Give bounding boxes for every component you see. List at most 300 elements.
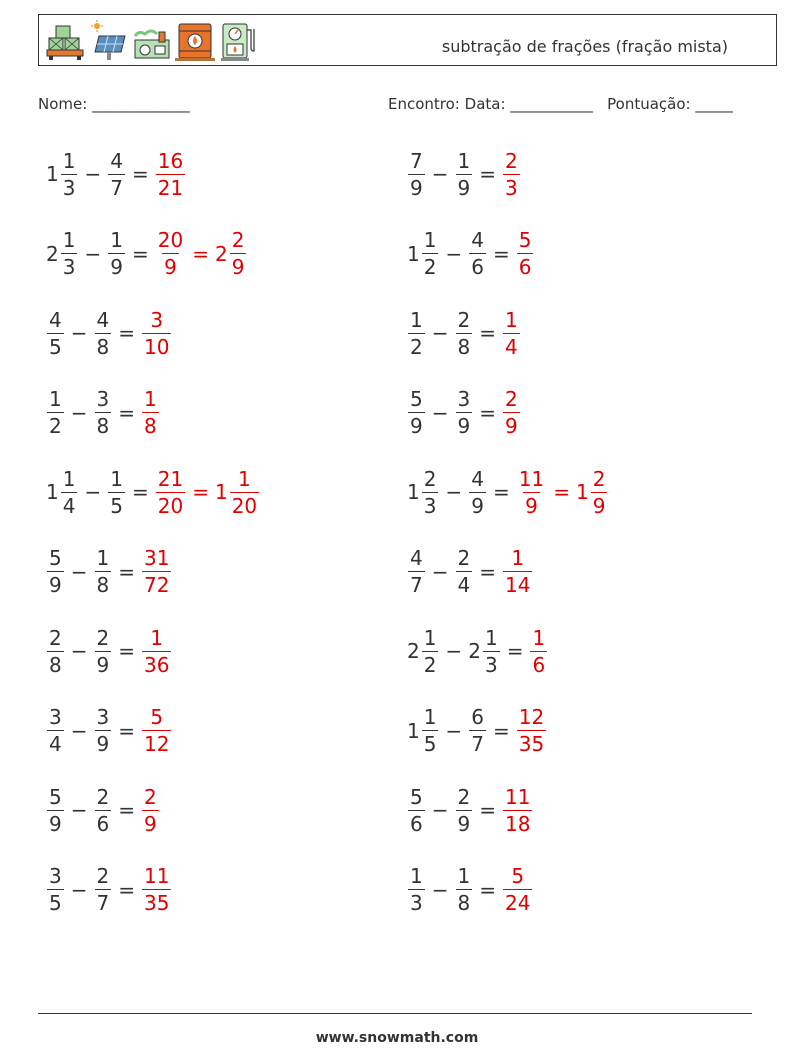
answer-denominator: 20 [157,493,184,518]
equals-sign: = [479,877,496,902]
subtrahend-numerator: 4 [471,228,484,252]
subtrahend-numerator: 4 [471,466,484,491]
subtrahend-numerator: 2 [96,625,110,650]
minuend-fraction [61,467,78,518]
subtrahend-mixed-number [107,149,126,200]
subtrahend-fraction [469,228,486,279]
answer [529,626,548,677]
subtrahend-fraction [108,467,125,518]
minuend-denominator: 3 [423,493,437,518]
minuend-numerator: 1 [62,228,76,252]
equals-sign: = [131,162,149,186]
problem-item [407,224,534,284]
subtrahend-numerator: 3 [457,387,471,411]
subtrahend-mixed-number [455,387,474,438]
subtrahend-numerator: 1 [110,228,123,252]
minuend-mixed-number [407,785,426,836]
subtrahend-denominator: 5 [110,493,123,518]
answer-denominator: 4 [505,334,518,359]
name-blank[interactable]: _____________ [92,95,190,113]
subtrahend-denominator: 8 [457,334,471,359]
subtrahend-numerator: 1 [457,148,471,173]
answer [141,308,172,359]
subtrahend-mixed-number [468,705,487,756]
answer-denominator: 36 [144,652,170,677]
answer-mixed-number [141,308,172,359]
answer-numerator: 1 [238,466,251,491]
equals-sign: = [492,718,510,743]
subtrahend-numerator: 3 [96,705,110,729]
subtrahend-denominator: 7 [96,891,110,915]
name-field [38,95,190,113]
worksheet-title: subtração de frações (fração mista) [441,37,728,56]
subtrahend-denominator: 6 [96,811,110,836]
minus-sign: − [445,639,463,663]
problem-item [46,621,172,681]
answer-denominator: 18 [505,811,531,836]
subtrahend-fraction [95,308,112,359]
answer-fraction [142,387,159,438]
answer-numerator: 11 [518,466,545,491]
minuend-mixed-number [46,546,65,597]
minuend-fraction [422,467,439,518]
problem-item [407,462,608,522]
minuend-numerator: 5 [410,387,423,411]
answer-whole: 2 [214,241,228,266]
answer-fraction [503,785,532,836]
minuend-numerator: 5 [49,546,62,570]
subtrahend-fraction [108,149,125,200]
answer-mixed-number [502,864,533,915]
subtrahend-denominator: 7 [471,732,484,756]
minuend-numerator: 1 [423,625,437,650]
minuend-denominator: 3 [62,255,76,279]
problem-item [407,780,533,840]
answer-denominator: 3 [505,175,518,200]
minus-sign: − [431,798,449,822]
equals-sign: = [492,241,510,266]
subtrahend-fraction [95,546,112,597]
footer-url: www.snowmath.com [315,1030,479,1046]
minuend-mixed-number [407,626,439,677]
subtrahend-denominator: 9 [96,652,110,677]
minuend-fraction [422,705,439,756]
subtrahend-mixed-number [94,546,113,597]
minus-sign: − [70,639,88,663]
subtrahend-denominator: 9 [457,414,471,438]
equals-sign: = [118,718,135,743]
answer-fraction [142,546,171,597]
problem-item [46,542,172,602]
minuend-fraction [408,387,425,438]
subtrahend-numerator: 4 [96,307,110,332]
answer-denominator: 6 [532,652,546,677]
problem-item [46,860,172,920]
minuend-denominator: 5 [423,732,437,756]
answer-mixed-number [516,467,547,518]
minuend-denominator: 2 [49,414,62,438]
answer-fraction [503,546,532,597]
minuend-numerator: 1 [62,466,76,491]
answer-mixed-number [141,864,172,915]
meeting-label: Encontro: [388,95,460,113]
equals-sign: = [479,162,496,186]
minus-sign: − [445,241,463,266]
answer-numerator: 3 [150,307,164,332]
minuend-mixed-number [46,864,65,915]
subtrahend-denominator: 8 [457,891,471,915]
problem-item [407,701,547,761]
subtrahend-numerator: 1 [110,466,123,491]
minuend-numerator: 1 [410,864,423,888]
answer-fraction [503,387,520,438]
subtrahend-mixed-number [455,546,474,597]
answer-mixed-number [155,228,186,279]
minuend-fraction [61,149,78,200]
minuend-mixed-number [407,308,426,359]
answer-numerator: 2 [505,148,518,173]
minus-sign: − [431,559,449,584]
answer-numerator: 11 [144,864,170,888]
answer [141,626,172,677]
equals-sign: = [506,639,524,663]
minus-sign: − [84,480,102,504]
answer-numerator: 1 [150,625,164,650]
subtrahend-mixed-number [94,308,113,359]
minuend-denominator: 3 [410,891,423,915]
subtrahend-numerator: 2 [96,864,110,888]
answer [141,864,172,915]
answer-mixed-number [141,387,160,438]
answer-equals-sign: = [553,480,570,504]
answer-fraction [142,864,171,915]
answer [516,467,609,518]
answer-numerator: 2 [144,784,157,809]
minuend-numerator: 1 [62,148,76,173]
answer-mixed-number [502,308,521,359]
minuend-numerator: 4 [410,546,423,570]
minuend-numerator: 1 [423,705,437,729]
subtrahend-denominator: 9 [96,732,110,756]
minuend-whole: 1 [46,162,59,186]
answer-numerator: 5 [511,864,525,888]
answer-mixed-number [502,785,533,836]
minuend-whole: 1 [407,241,420,266]
minuend-mixed-number [407,705,439,756]
subtrahend-denominator: 8 [96,414,110,438]
answer [502,308,521,359]
answer [141,387,160,438]
subtrahend-fraction [95,705,112,756]
minus-sign: − [445,480,463,504]
answer-denominator: 21 [157,175,184,200]
answer [502,864,533,915]
equals-sign: = [492,480,510,504]
problem-item [407,542,533,602]
answer-denominator: 24 [505,891,531,915]
minuend-mixed-number [46,785,65,836]
answer-fraction [517,705,546,756]
answer-mixed-number [141,705,172,756]
minus-sign: − [70,321,88,345]
subtrahend-fraction [456,785,473,836]
subtrahend-fraction [95,626,112,677]
minuend-numerator: 1 [49,387,62,411]
equals-sign: = [118,877,135,902]
minuend-fraction [408,864,425,915]
subtrahend-fraction [469,467,486,518]
minuend-mixed-number [46,387,65,438]
score-blank[interactable]: _____ [695,95,733,113]
answer-mixed-number [215,467,260,518]
answer-mixed-number [141,626,172,677]
answer-mixed-number [215,228,247,279]
answer-denominator: 9 [231,255,245,279]
answer [155,467,260,518]
minuend-numerator: 5 [410,784,423,809]
answer-mixed-number [502,387,521,438]
header-icons [43,18,261,62]
score-label: Pontuação: [607,95,691,113]
subtrahend-mixed-number [468,228,487,279]
subtrahend-mixed-number [107,228,126,279]
problem-item [46,701,172,761]
subtrahend-mixed-number [455,149,474,200]
minuend-denominator: 9 [49,573,62,597]
answer [516,228,535,279]
fuel-pump-icon [217,20,259,62]
subtrahend-fraction [469,705,486,756]
minuend-mixed-number [407,228,439,279]
subtrahend-mixed-number [468,467,487,518]
minuend-fraction [408,546,425,597]
minus-sign: − [70,559,88,584]
minus-sign: − [431,877,449,902]
answer-mixed-number [141,546,172,597]
answer-numerator: 1 [144,387,157,411]
equals-sign: = [118,639,135,663]
answer-denominator: 12 [144,732,170,756]
minuend-numerator: 2 [423,466,437,491]
minuend-mixed-number [46,467,78,518]
subtrahend-fraction [95,785,112,836]
minuend-whole: 2 [407,639,420,663]
answer [502,785,533,836]
minuend-denominator: 5 [49,334,62,359]
minus-sign: − [70,877,88,902]
minus-sign: − [431,162,449,186]
answer-fraction [156,149,185,200]
answer-mixed-number [141,785,160,836]
date-label: Data: [464,95,506,113]
minuend-fraction [422,626,439,677]
subtrahend-mixed-number [107,467,126,518]
subtrahend-fraction [456,546,473,597]
answer-denominator: 9 [505,414,518,438]
minuend-mixed-number [407,467,439,518]
answer-denominator: 8 [144,414,157,438]
equals-sign: = [479,559,496,584]
minuend-denominator: 8 [49,652,62,677]
subtrahend-denominator: 6 [471,255,484,279]
answer-fraction [156,228,185,279]
minuend-numerator: 3 [49,705,62,729]
subtrahend-mixed-number [94,864,113,915]
minus-sign: − [445,718,463,743]
warehouse-boxes-icon [43,20,87,62]
answer-numerator: 16 [157,148,184,173]
problem-item [407,383,521,443]
answer-numerator: 5 [518,228,532,252]
equals-sign: = [479,321,496,345]
minuend-mixed-number [407,387,426,438]
meeting-date-score-fields [388,95,733,113]
answer [141,785,160,836]
minuend-mixed-number [46,626,65,677]
answer-denominator: 9 [525,493,538,518]
problem-item [46,144,186,204]
answer-fraction [156,467,185,518]
answer-mixed-number [155,467,186,518]
subtrahend-numerator: 2 [457,307,471,332]
equals-sign: = [131,480,149,504]
problem-item [46,224,247,284]
subtrahend-numerator: 6 [471,705,484,729]
minus-sign: − [431,321,449,345]
subtrahend-fraction [456,308,473,359]
subtrahend-fraction [95,387,112,438]
minuend-denominator: 9 [49,811,62,836]
subtrahend-fraction [456,864,473,915]
subtrahend-numerator: 2 [457,784,471,809]
answer-denominator: 9 [592,493,606,518]
subtrahend-denominator: 3 [484,652,498,677]
subtrahend-fraction [108,228,125,279]
answer-fraction [517,228,534,279]
answer-mixed-number [576,467,608,518]
subtrahend-mixed-number [468,626,500,677]
problem-item [407,144,521,204]
minus-sign: − [84,162,102,186]
subtrahend-numerator: 4 [110,148,123,173]
answer [155,228,248,279]
minuend-denominator: 9 [410,414,423,438]
answer-numerator: 2 [231,228,245,252]
solar-panel-icon [89,20,129,62]
answer-mixed-number [502,149,521,200]
minuend-denominator: 2 [423,652,437,677]
answer-whole: 1 [575,480,589,504]
minuend-numerator: 4 [49,307,62,332]
answer-numerator: 11 [505,784,531,809]
answer-fraction [530,626,547,677]
minuend-fraction [47,626,64,677]
minuend-numerator: 7 [410,148,423,173]
minuend-mixed-number [46,228,78,279]
minuend-mixed-number [46,308,65,359]
answer-fraction [503,308,520,359]
answer-denominator: 9 [144,811,157,836]
minuend-fraction [47,785,64,836]
subtrahend-numerator: 1 [457,864,471,888]
subtrahend-fraction [456,387,473,438]
subtrahend-mixed-number [455,864,474,915]
problem-item [407,860,533,920]
answer-mixed-number [516,228,535,279]
minuend-fraction [47,387,64,438]
answer-mixed-number [155,149,186,200]
minuend-numerator: 3 [49,864,62,888]
subtrahend-numerator: 1 [96,546,110,570]
answer-denominator: 9 [164,255,177,279]
minuend-denominator: 2 [410,334,423,359]
answer [155,149,186,200]
minuend-denominator: 2 [423,255,437,279]
answer-mixed-number [529,626,548,677]
answer-numerator: 1 [511,546,525,570]
minuend-fraction [408,785,425,836]
subtrahend-numerator: 1 [484,625,498,650]
oil-barrel-icon [175,20,215,62]
problem-item [46,383,160,443]
answer [502,387,521,438]
minuend-whole: 2 [46,241,59,266]
minuend-numerator: 1 [423,228,437,252]
subtrahend-numerator: 2 [457,546,471,570]
date-blank[interactable]: ___________ [510,95,593,113]
subtrahend-mixed-number [455,308,474,359]
answer-numerator: 31 [144,546,170,570]
equals-sign: = [118,798,135,822]
minuend-whole: 1 [407,480,420,504]
subtrahend-whole: 2 [468,639,481,663]
subtrahend-denominator: 9 [457,811,471,836]
minuend-mixed-number [407,149,426,200]
problem-item [407,621,548,681]
minuend-numerator: 1 [410,307,423,332]
minuend-numerator: 5 [49,784,62,809]
minuend-fraction [47,308,64,359]
subtrahend-fraction [483,626,500,677]
subtrahend-mixed-number [455,785,474,836]
minuend-fraction [47,705,64,756]
minuend-mixed-number [46,705,65,756]
equals-sign: = [118,559,135,584]
minuend-denominator: 3 [62,175,76,200]
subtrahend-denominator: 9 [457,175,471,200]
minuend-denominator: 9 [410,175,423,200]
subtrahend-denominator: 9 [471,493,484,518]
answer-fraction [503,864,532,915]
minuend-fraction [408,308,425,359]
answer-numerator: 2 [505,387,518,411]
answer-fraction [230,228,247,279]
minuend-denominator: 5 [49,891,62,915]
answer-fraction [142,626,171,677]
minuend-denominator: 4 [62,493,76,518]
worksheet-header [38,14,777,66]
minuend-fraction [61,228,78,279]
answer-fraction [230,467,259,518]
minuend-whole: 1 [46,480,59,504]
answer-denominator: 14 [505,573,531,597]
answer [502,149,521,200]
equals-sign: = [479,798,496,822]
answer-denominator: 6 [518,255,532,279]
answer-fraction [142,308,171,359]
name-label: Nome: [38,95,88,113]
minuend-mixed-number [46,149,78,200]
